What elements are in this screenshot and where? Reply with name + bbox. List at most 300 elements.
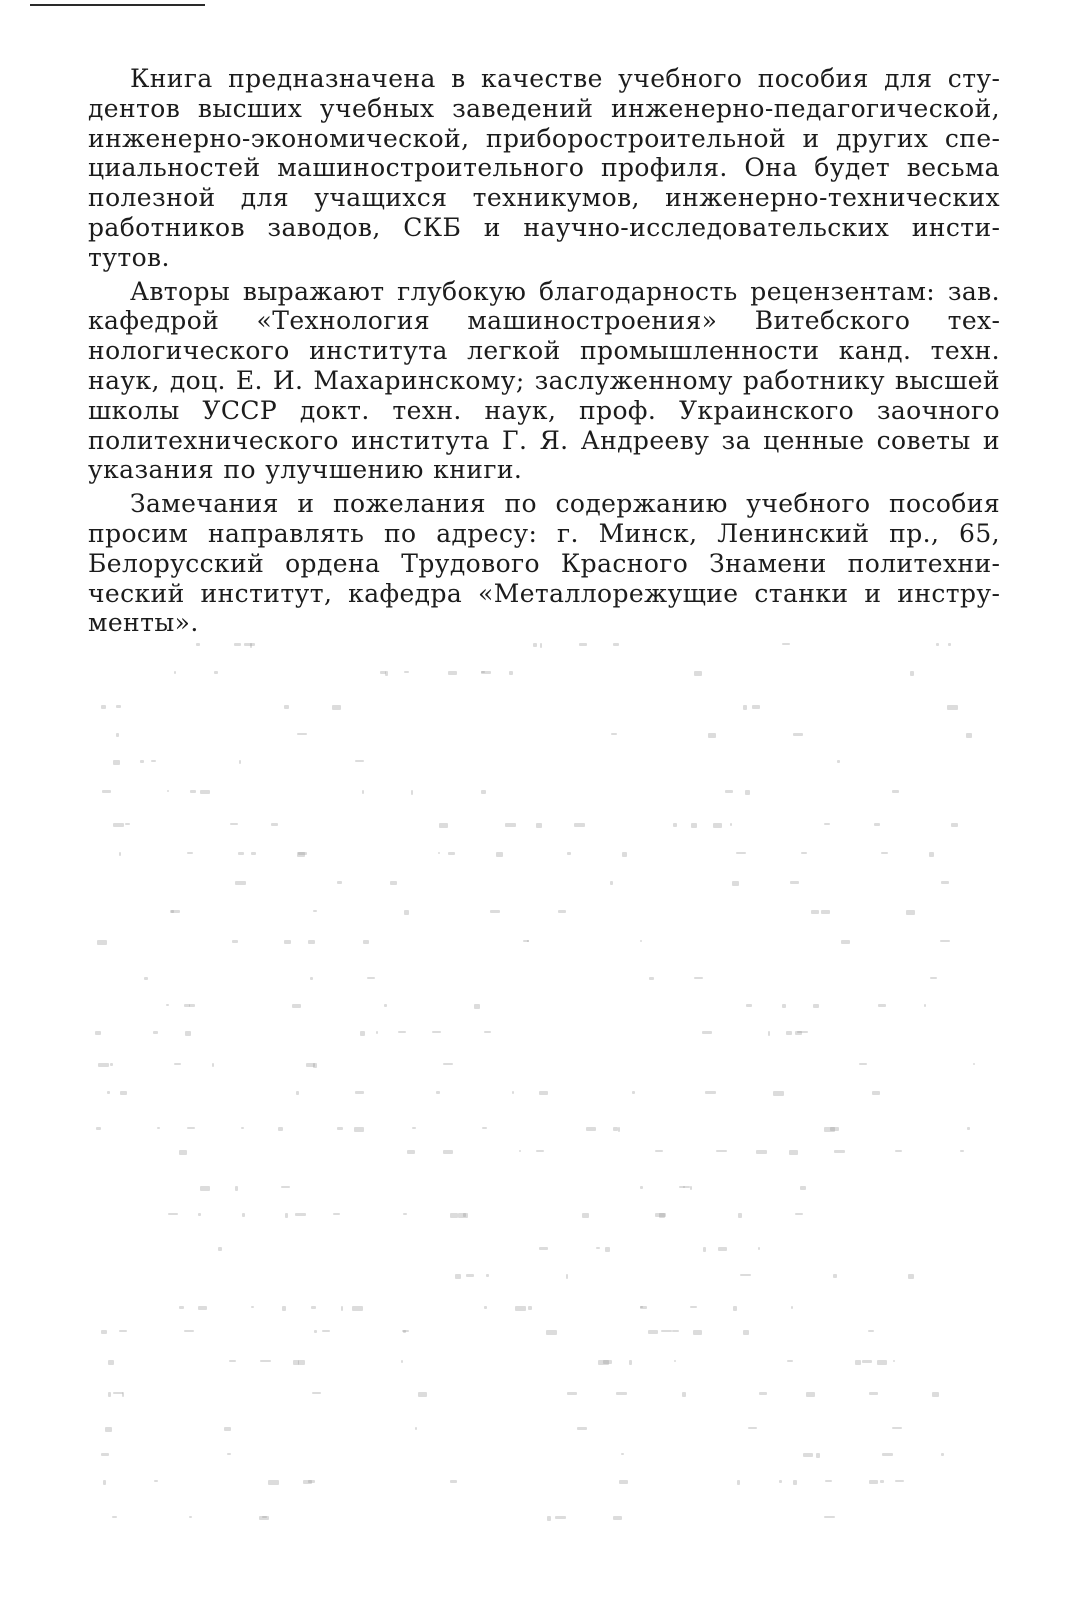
noise-speck <box>659 1213 665 1218</box>
noise-speck <box>116 705 121 708</box>
noise-speck <box>759 1392 767 1395</box>
noise-speck <box>523 940 529 942</box>
noise-speck <box>312 1392 321 1394</box>
noise-speck <box>661 1330 672 1332</box>
noise-speck <box>119 852 121 856</box>
noise-speck <box>144 977 148 980</box>
noise-speck <box>702 1031 712 1034</box>
noise-speck <box>259 1516 269 1520</box>
noise-speck <box>619 1480 628 1484</box>
noise-speck <box>113 1392 123 1394</box>
noise-speck <box>791 1306 793 1309</box>
noise-speck <box>874 823 880 826</box>
noise-speck <box>672 1330 679 1332</box>
noise-speck <box>337 1127 343 1130</box>
noise-speck <box>297 852 305 857</box>
noise-speck <box>458 1213 468 1218</box>
noise-speck <box>362 790 364 794</box>
noise-speck <box>509 671 513 675</box>
noise-speck <box>308 940 315 944</box>
noise-speck <box>116 733 119 737</box>
noise-speck <box>527 940 529 942</box>
noise-speck <box>105 1427 112 1432</box>
noise-speck <box>797 1031 808 1033</box>
noise-speck <box>567 852 571 855</box>
noise-speck <box>474 1004 480 1009</box>
noise-speck <box>295 1213 306 1216</box>
noise-speck <box>200 790 210 794</box>
noise-speck <box>113 823 124 827</box>
noise-speck <box>108 1360 114 1365</box>
noise-speck <box>262 1516 267 1518</box>
noise-speck <box>110 1063 113 1066</box>
noise-speck <box>718 1247 727 1251</box>
noise-speck <box>271 823 278 826</box>
noise-speck <box>555 1516 566 1519</box>
noise-speck <box>251 1306 254 1308</box>
noise-speck <box>398 1031 406 1033</box>
noise-speck <box>376 1031 378 1034</box>
noise-speck <box>200 1186 210 1191</box>
noise-speck <box>882 1453 893 1456</box>
page-text <box>88 64 1000 642</box>
noise-speck <box>322 1330 330 1332</box>
noise-speck <box>241 1127 244 1129</box>
noise-speck <box>310 977 313 980</box>
noise-speck <box>801 852 807 854</box>
noise-speck <box>869 1480 878 1484</box>
noise-speck <box>740 1274 751 1276</box>
noise-speck <box>691 823 697 828</box>
noise-speck <box>705 1091 716 1094</box>
noise-speck <box>579 643 587 646</box>
noise-speck <box>613 643 619 646</box>
noise-speck <box>167 790 169 792</box>
noise-speck <box>235 1186 238 1191</box>
noise-speck <box>184 1004 190 1007</box>
noise-speck <box>212 1063 214 1067</box>
noise-speck <box>736 852 746 854</box>
noise-speck <box>122 1392 124 1397</box>
noise-speck <box>821 910 830 914</box>
noise-speck <box>490 910 500 913</box>
noise-speck <box>455 1274 461 1279</box>
noise-speck <box>787 1360 793 1362</box>
noise-speck <box>311 1306 316 1309</box>
noise-speck <box>284 705 289 709</box>
noise-speck <box>481 671 485 673</box>
noise-speck <box>536 1150 544 1152</box>
noise-speck <box>103 1480 106 1485</box>
noise-speck <box>227 1453 231 1455</box>
noise-speck <box>363 940 369 944</box>
noise-speck <box>481 671 491 674</box>
noise-speck <box>640 1306 643 1308</box>
noise-speck <box>682 1392 686 1397</box>
noise-speck <box>824 1516 835 1518</box>
noise-speck <box>101 1453 109 1456</box>
noise-speck <box>332 705 341 710</box>
noise-speck <box>187 852 193 854</box>
noise-speck <box>432 1031 441 1033</box>
noise-speck <box>285 1213 288 1218</box>
noise-speck <box>281 1186 290 1188</box>
noise-speck <box>230 823 238 825</box>
noise-speck <box>107 1091 110 1094</box>
noise-speck <box>881 852 888 854</box>
noise-speck <box>539 1091 548 1095</box>
noise-speck <box>752 705 760 709</box>
noise-speck <box>95 1031 101 1035</box>
noise-speck <box>185 1031 191 1036</box>
noise-speck <box>743 1330 749 1335</box>
noise-speck <box>189 1004 195 1007</box>
noise-speck <box>360 1031 365 1036</box>
noise-speck <box>855 1360 861 1365</box>
noise-speck <box>690 1186 692 1190</box>
noise-speck <box>282 1306 286 1311</box>
noise-speck <box>179 1306 184 1309</box>
noise-speck <box>795 1213 803 1215</box>
noise-speck <box>303 1480 312 1484</box>
noise-speck <box>403 1213 407 1215</box>
noise-speck <box>306 1063 315 1067</box>
noise-speck <box>779 1480 782 1483</box>
noise-speck <box>841 940 850 944</box>
noise-speck <box>738 1213 742 1218</box>
noise-speck <box>708 733 716 738</box>
noise-speck <box>941 881 949 884</box>
noise-speck <box>598 1360 609 1365</box>
noise-speck <box>616 1392 627 1395</box>
noise-speck <box>168 1213 178 1215</box>
noise-speck <box>284 940 291 944</box>
noise-speck <box>96 1127 101 1130</box>
noise-speck <box>574 823 585 827</box>
noise-speck <box>824 823 830 825</box>
noise-speck <box>713 823 722 828</box>
noise-speck <box>790 881 799 884</box>
noise-speck <box>242 1213 245 1217</box>
noise-speck <box>768 1031 770 1036</box>
noise-speck <box>786 1031 792 1035</box>
noise-speck <box>533 643 537 647</box>
noise-speck <box>756 1150 767 1154</box>
noise-speck <box>640 940 642 942</box>
noise-speck <box>737 1480 740 1485</box>
noise-speck <box>936 643 939 646</box>
noise-speck <box>482 1127 487 1129</box>
noise-speck <box>355 760 364 762</box>
noise-speck <box>153 1031 158 1034</box>
noise-speck <box>611 733 617 735</box>
noise-speck <box>745 790 750 795</box>
noise-speck <box>586 1127 596 1131</box>
noise-speck <box>603 1360 612 1364</box>
noise-speck <box>596 1247 600 1249</box>
noise-speck <box>108 1392 111 1397</box>
noise-speck <box>235 881 246 885</box>
noise-speck <box>515 1306 526 1311</box>
noise-speck <box>171 910 174 913</box>
noise-speck <box>725 790 733 793</box>
noise-speck <box>732 881 739 886</box>
noise-speck <box>830 1127 839 1131</box>
noise-speck <box>179 1150 187 1155</box>
noise-speck <box>868 1330 874 1332</box>
noise-speck <box>910 671 914 676</box>
noise-speck <box>380 671 386 674</box>
noise-speck <box>443 1063 453 1065</box>
noise-speck <box>824 1127 835 1132</box>
noise-speck <box>292 1004 301 1008</box>
noise-speck <box>496 852 503 857</box>
noise-speck <box>690 1306 697 1308</box>
noise-speck <box>932 1392 939 1397</box>
noise-speck <box>404 671 409 673</box>
noise-speck <box>789 1150 798 1155</box>
noise-speck <box>355 1091 364 1094</box>
noise-speck <box>869 1392 878 1395</box>
noise-speck <box>966 733 972 738</box>
noise-speck <box>190 790 196 793</box>
noise-speck <box>407 1150 415 1154</box>
noise-speck <box>313 910 317 912</box>
noise-speck <box>402 1330 409 1332</box>
noise-speck <box>198 1213 201 1216</box>
noise-speck <box>278 1127 283 1131</box>
noise-speck <box>436 1091 440 1094</box>
noise-speck <box>157 1127 160 1129</box>
noise-speck <box>125 823 130 825</box>
noise-speck <box>833 1274 837 1278</box>
noise-speck <box>97 940 107 945</box>
noise-speck <box>640 1186 643 1189</box>
noise-speck <box>418 1392 427 1397</box>
noise-speck <box>296 1091 299 1095</box>
noise-speck <box>892 1427 902 1429</box>
noise-speck <box>224 1427 231 1431</box>
bleed-through-noise <box>95 640 995 1560</box>
noise-speck <box>930 977 937 979</box>
noise-speck <box>872 1091 880 1095</box>
noise-speck <box>411 790 413 795</box>
noise-speck <box>403 1330 406 1333</box>
noise-speck <box>174 671 176 674</box>
noise-speck <box>655 1213 666 1217</box>
noise-speck <box>924 1004 926 1007</box>
noise-speck <box>748 1427 757 1429</box>
noise-speck <box>948 643 951 646</box>
noise-speck <box>618 1127 620 1132</box>
noise-speck <box>746 1004 752 1007</box>
noise-speck <box>297 733 307 735</box>
noise-speck <box>880 1480 884 1483</box>
noise-speck <box>793 1480 797 1485</box>
noise-speck <box>102 790 111 793</box>
noise-speck <box>385 671 388 676</box>
noise-speck <box>795 1031 802 1035</box>
noise-speck <box>547 1516 551 1521</box>
noise-speck <box>906 910 915 915</box>
noise-speck <box>404 910 409 915</box>
noise-speck <box>268 1480 279 1485</box>
noise-speck <box>632 1091 635 1094</box>
noise-speck <box>967 1127 970 1130</box>
noise-speck <box>703 1247 706 1252</box>
noise-speck <box>878 1004 886 1007</box>
paragraph-acknowledgements: Авторы выражают глубокую благодарность рецензентам: зав. кафедрой «Технология машиностроения» Витебского технологического института легкой промышленности канд. техн. наук, доц. Е. И. Махаринскому; заслуженному работнику высшей школы УССР докт. техн. наук, проф. Украинского заочного политехнического института Г. Я. Андрееву за ценные советы и указания по улучшению книги. <box>88 276 1000 485</box>
noise-speck <box>613 1127 618 1131</box>
noise-speck <box>251 852 256 855</box>
noise-speck <box>610 881 613 885</box>
noise-speck <box>862 1360 872 1363</box>
noise-speck <box>298 852 307 855</box>
noise-speck <box>484 1306 487 1309</box>
noise-speck <box>214 671 218 674</box>
noise-speck <box>519 1150 521 1152</box>
noise-speck <box>673 823 677 827</box>
noise-speck <box>655 1150 663 1152</box>
noise-speck <box>443 1150 453 1154</box>
noise-speck <box>120 1091 127 1095</box>
noise-speck <box>229 1360 236 1362</box>
noise-speck <box>629 1360 632 1365</box>
noise-speck <box>773 1091 784 1096</box>
noise-speck <box>960 1150 964 1152</box>
noise-speck <box>743 705 747 710</box>
noise-speck <box>505 823 516 827</box>
noise-speck <box>893 1360 895 1362</box>
noise-speck <box>558 910 566 913</box>
noise-speck <box>113 760 120 765</box>
noise-speck <box>298 1360 305 1365</box>
noise-speck <box>947 705 958 710</box>
noise-speck <box>539 1247 548 1250</box>
top-rule <box>30 4 205 6</box>
noise-speck <box>337 881 342 884</box>
noise-speck <box>486 1274 489 1277</box>
noise-speck <box>463 1213 466 1217</box>
noise-speck <box>189 1516 192 1518</box>
noise-speck <box>184 1330 194 1332</box>
noise-speck <box>244 643 255 646</box>
noise-speck <box>367 977 375 979</box>
noise-speck <box>232 940 238 943</box>
noise-speck <box>940 940 950 942</box>
noise-speck <box>352 1306 363 1311</box>
noise-speck <box>605 1247 610 1252</box>
noise-speck <box>450 1213 458 1218</box>
noise-speck <box>234 643 241 646</box>
noise-speck <box>438 852 440 854</box>
noise-speck <box>803 1453 813 1457</box>
noise-speck <box>174 1063 181 1065</box>
noise-speck <box>892 790 899 793</box>
noise-speck <box>448 852 455 855</box>
noise-speck <box>683 1186 685 1188</box>
noise-speck <box>260 1360 271 1362</box>
noise-speck <box>716 1150 727 1152</box>
noise-speck <box>694 671 702 676</box>
noise-speck <box>694 977 703 979</box>
noise-speck <box>567 1392 577 1395</box>
noise-speck <box>450 1480 457 1483</box>
noise-speck <box>811 910 819 914</box>
noise-speck <box>218 1247 222 1251</box>
noise-speck <box>546 1330 557 1335</box>
noise-speck <box>837 760 840 763</box>
noise-speck <box>481 790 486 794</box>
noise-speck <box>758 1247 760 1250</box>
noise-speck <box>648 1330 658 1334</box>
noise-speck <box>198 1306 207 1310</box>
noise-speck <box>693 1330 702 1335</box>
noise-speck <box>448 671 457 675</box>
noise-speck <box>101 1330 107 1334</box>
noise-speck <box>439 823 448 828</box>
noise-speck <box>733 1306 737 1311</box>
noise-speck <box>613 1516 622 1520</box>
noise-speck <box>813 1004 819 1008</box>
noise-speck <box>166 1004 169 1006</box>
noise-speck <box>151 760 156 762</box>
noise-speck <box>730 823 732 826</box>
noise-speck <box>170 910 180 913</box>
noise-speck <box>621 1453 624 1455</box>
noise-speck <box>333 1213 340 1215</box>
noise-speck <box>640 1306 647 1309</box>
noise-speck <box>238 852 244 855</box>
noise-speck <box>119 1330 127 1332</box>
noise-speck <box>540 643 542 648</box>
noise-speck <box>466 1274 474 1277</box>
noise-speck <box>390 881 397 885</box>
noise-speck <box>825 1480 832 1482</box>
paragraph-feedback-address: Замечания и пожелания по содержанию учебного пособия просим направлять по адресу: г. Минск, Ленинский пр., 65, Белорусский ордена Трудового Красного Знамени политехнический институт, кафедра «Металлорежущие станки и инструменты». <box>88 489 1000 638</box>
noise-speck <box>859 1063 867 1065</box>
noise-speck <box>140 760 144 763</box>
noise-speck <box>577 1427 587 1430</box>
noise-speck <box>877 1360 887 1365</box>
noise-speck <box>401 1360 403 1363</box>
noise-speck <box>951 823 958 827</box>
noise-speck <box>196 643 200 646</box>
noise-speck <box>314 1330 317 1333</box>
noise-speck <box>154 1480 158 1482</box>
noise-speck <box>908 1274 914 1279</box>
noise-speck <box>384 1004 387 1007</box>
noise-speck <box>239 760 241 764</box>
noise-speck <box>816 1453 820 1458</box>
noise-speck <box>512 1091 514 1094</box>
noise-speck <box>674 1360 676 1362</box>
noise-speck <box>412 1127 416 1129</box>
noise-speck <box>293 1360 299 1365</box>
paragraph-purpose: Книга предназначена в качестве учебного пособия для студентов высших учебных заведений инженерно-педагогической, инженерно-экономической, приборостроительной и других специальностей машиностроительного профиля. Она будет весьма полезной для учащихся техникумов, инженерно-технических работников заводов, СКБ и научно-исследовательских институтов. <box>88 64 1000 272</box>
noise-speck <box>187 1127 195 1129</box>
noise-speck <box>793 733 803 736</box>
noise-speck <box>354 1127 364 1132</box>
noise-speck <box>834 1150 845 1153</box>
noise-speck <box>484 1031 491 1033</box>
noise-speck <box>536 823 542 828</box>
noise-speck <box>941 1453 944 1456</box>
noise-speck <box>250 643 252 648</box>
noise-speck <box>782 1004 786 1008</box>
noise-speck <box>649 977 654 980</box>
noise-speck <box>929 852 934 857</box>
